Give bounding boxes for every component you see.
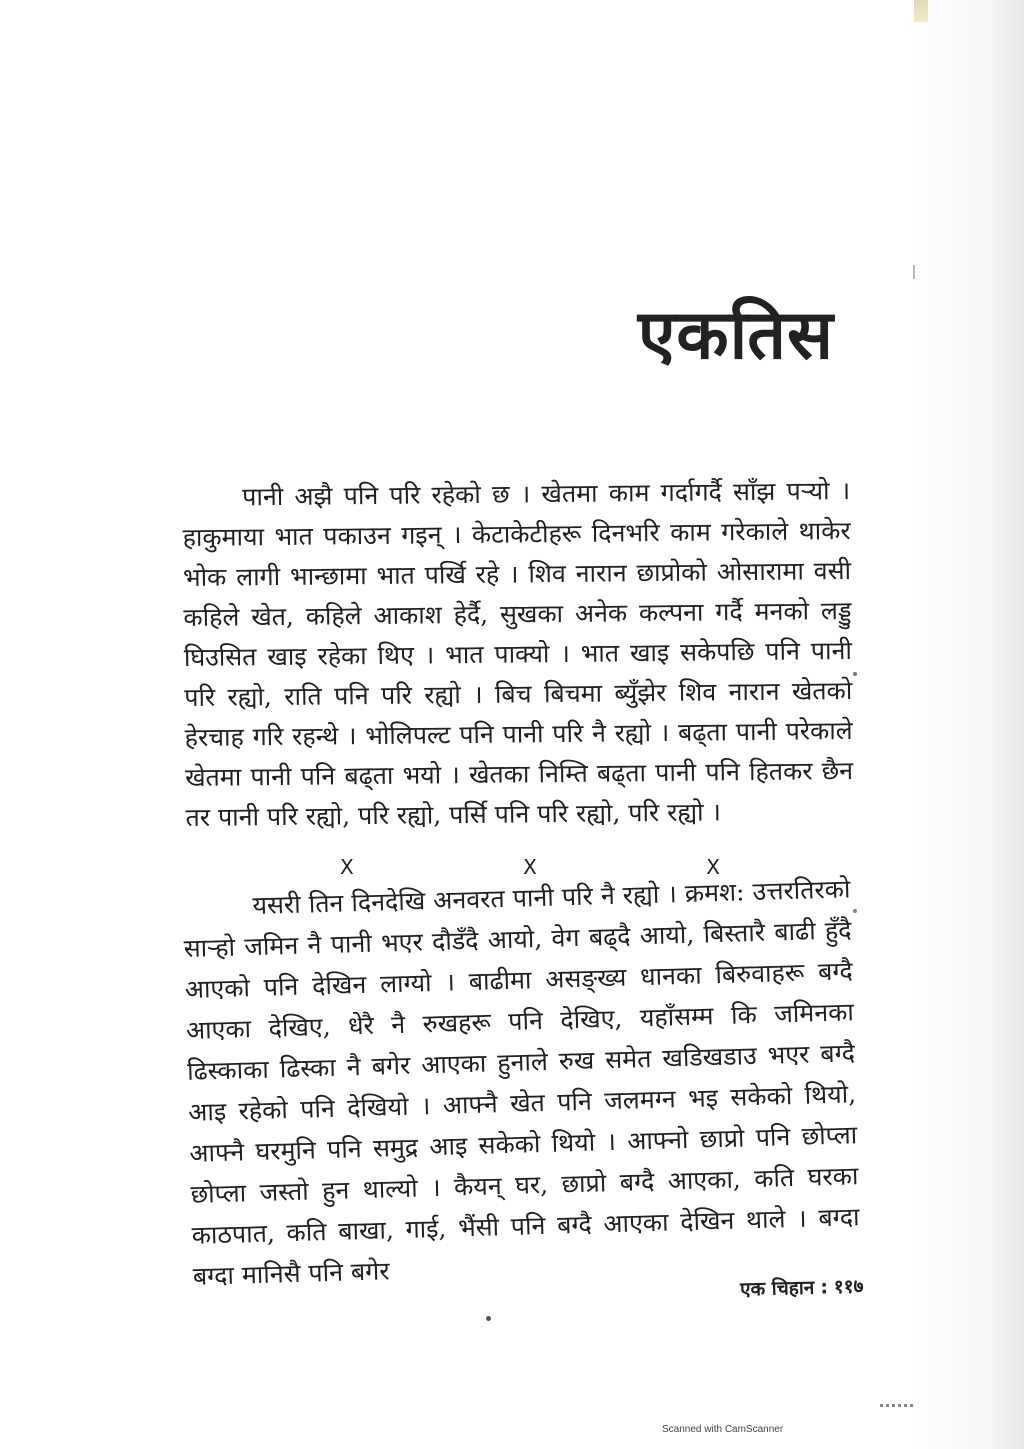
- ink-dot: [853, 672, 857, 676]
- page-number: ११७: [834, 1275, 865, 1299]
- chapter-title: एकतिस: [637, 296, 834, 375]
- page-footer: [740, 1272, 864, 1301]
- scan-speck: [913, 265, 915, 279]
- footer-book-title: एक चिहान: [740, 1276, 816, 1301]
- ink-dot: [853, 909, 857, 913]
- paragraph-2: यसरी तिन दिनदेखि अनवरत पानी परि नै रह्यो । क्रमश: उत्तरतिरको साऱ्हो जमिन नै पानी भएर दौडँदै आयो, वेग बढ्दै आयो, बिस्तारै बाढी हुँदै आएको पनि देखिन लाग्यो । बाढीमा असङ्ख्य धानका बिरुवाहरू बग्दै आएका देखिए, धेरै नै रुखहरू पनि देखिए, यहाँसम्म कि जमिनका ढिस्काका ढिस्का नै बगेर आएका हुनाले रुख समेत खडिखडाउ भएर बग्दै आइ रहेको पनि देखियो । आफ्नै खेत पनि जलमग्न भइ सकेको थियो, आफ्नै घरमुनि पनि समुद्र आइ सकेको थियो । आफ्नो छाप्रो पनि छोप्ला छोप्ला जस्तो हुन थाल्यो । कैयन् घर, छाप्रो बग्दै आएका, कति घरका काठपात, कति बाखा, गाई, भैंसी पनि बग्दै आएका देखिन थाले । बग्दा बग्दा मानिसै पनि बगेर: [183, 874, 860, 1291]
- paragraph-1: पानी अझै पनि परि रहेको छ । खेतमा काम गर्दागर्दै साँझ पऱ्यो । हाकुमाया भात पकाउन गइन् । केटाकेटीहरू दिनभरि काम गरेकाले थाकेर भोक लागी भान्छामा भात पर्खि रहे । शिव नारान छाप्रोको ओसारामा वसी कहिले खेत, कहिले आकाश हेर्दै, सुखका अनेक कल्पना गर्दै मनको लड्डु घिउसित खाइ रहेका थिए । भात पाक्यो । भात खाइ सकेपछि पनि पानी परि रह्यो, राति पनि परि रह्यो । बिच बिचमा ब्युँझेर शिव नारान खेतको हेरचाह गरि रहन्थे । भोलिपल्ट पनि पानी परि नै रह्यो । बढ्ता पानी परेकाले खेतमा पानी पनि बढ्ता भयो । खेतका निम्ति बढ्ता पानी पनि हितकर छैन तर पानी परि रह्यो, परि रह्यो, पर्सि पनि परि रह्यो, परि रह्यो ।: [182, 476, 854, 832]
- scanner-watermark: Scanned with CamScanner: [662, 1424, 784, 1435]
- section-break-mark: X: [706, 855, 720, 879]
- ink-dot: [486, 1316, 491, 1321]
- page-edge-shadow: [906, 0, 1024, 1449]
- section-break-mark: X: [523, 855, 537, 879]
- section-break-mark: X: [340, 855, 354, 879]
- footer-separator: :: [820, 1276, 829, 1299]
- paper-corner-mark: [914, 0, 928, 22]
- pencil-mark: [880, 1404, 916, 1407]
